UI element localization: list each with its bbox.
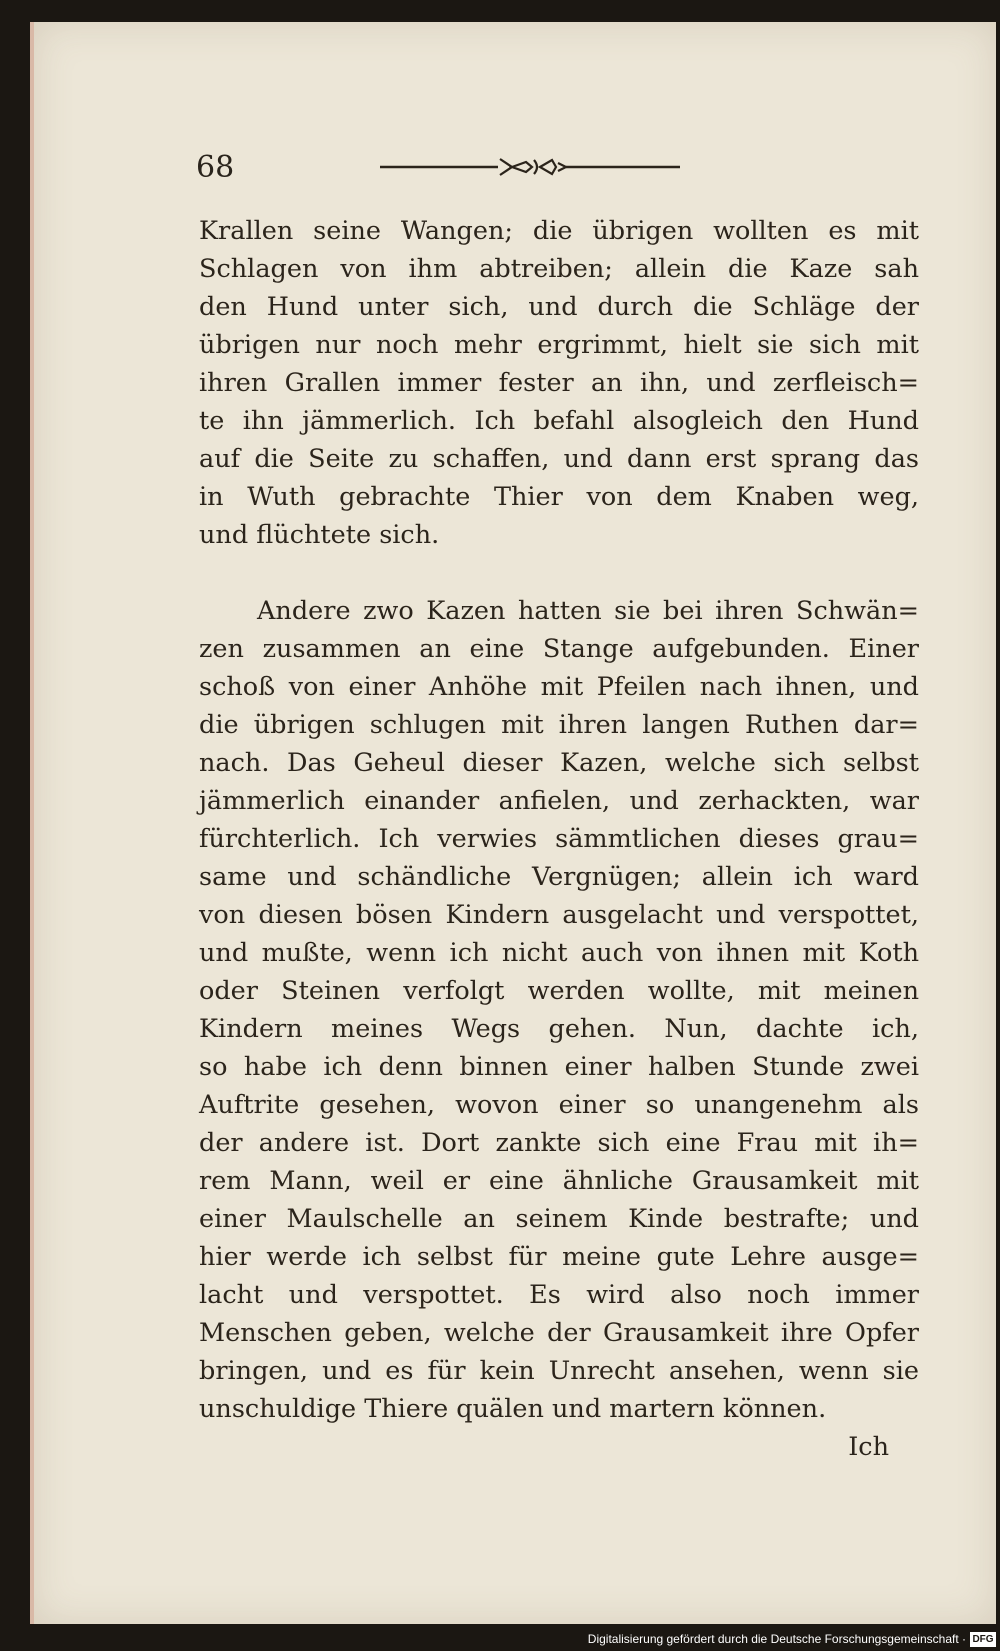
- page-number: 68: [196, 150, 235, 185]
- text-line: die übrigen schlugen mit ihren langen Ruthen dar=: [199, 710, 919, 740]
- text-line: bringen, und es für kein Unrecht ansehen, wenn sie: [199, 1356, 919, 1386]
- text-line: so habe ich denn binnen einer halben Stunde zwei: [199, 1052, 919, 1082]
- text-line: Kindern meines Wegs gehen. Nun, dachte ich,: [199, 1014, 919, 1044]
- text-line: fürchterlich. Ich verwies sämmtlichen dieses grau=: [199, 824, 919, 854]
- text-line: übrigen nur noch mehr ergrimmt, hielt sie sich mit: [199, 330, 919, 360]
- text-line: auf die Seite zu schaffen, und dann erst sprang das: [199, 444, 919, 474]
- text-line: same und schändliche Vergnügen; allein ich ward: [199, 862, 919, 892]
- paragraph-gap: [199, 554, 919, 592]
- paragraph-2: [199, 592, 919, 1428]
- text-line: Schlagen von ihm abtreiben; allein die Kaze sah: [199, 254, 919, 284]
- text-line: Krallen seine Wangen; die übrigen wollten es mit: [199, 216, 919, 246]
- paragraph-1: [199, 212, 919, 554]
- text-line: schoß von einer Anhöhe mit Pfeilen nach ihnen, und: [199, 672, 919, 702]
- text-line: den Hund unter sich, und durch die Schläge der: [199, 292, 919, 322]
- text-line: rem Mann, weil er eine ähnliche Grausamkeit mit: [199, 1166, 919, 1196]
- text-line: oder Steinen verfolgt werden wollte, mit meinen: [199, 976, 919, 1006]
- text-line: von diesen bösen Kindern ausgelacht und verspottet,: [199, 900, 919, 930]
- funding-notice: Digitalisierung gefördert durch die Deutsche Forschungsgemeinschaft ·: [587, 1632, 966, 1646]
- text-line: zen zusammen an eine Stange aufgebunden. Einer: [199, 634, 919, 664]
- text-line: und flüchtete sich.: [199, 520, 440, 550]
- text-line: in Wuth gebrachte Thier von dem Knaben weg,: [199, 482, 919, 512]
- text-line: lacht und verspottet. Es wird also noch immer: [199, 1280, 919, 1310]
- catchword: Ich: [848, 1432, 889, 1462]
- text-line: einer Maulschelle an seinem Kinde bestrafte; und: [199, 1204, 919, 1234]
- text-line: der andere ist. Dort zankte sich eine Frau mit ih=: [199, 1128, 919, 1158]
- text-line: ihren Grallen immer fester an ihn, und zerfleisch=: [199, 368, 919, 398]
- text-line: Auftrite gesehen, wovon einer so unangenehm als: [199, 1090, 919, 1120]
- text-line: hier werde ich selbst für meine gute Lehre ausge=: [199, 1242, 919, 1272]
- ornament-divider-icon: [380, 154, 680, 180]
- book-page: [30, 22, 996, 1624]
- footer-bar: [0, 1624, 1000, 1651]
- main-text: [199, 212, 919, 1466]
- text-line: Menschen geben, welche der Grausamkeit ihre Opfer: [199, 1318, 919, 1348]
- dfg-logo-icon: DFG: [970, 1632, 996, 1647]
- text-line: Andere zwo Kazen hatten sie bei ihren Schwän=: [257, 596, 919, 626]
- text-line: jämmerlich einander anfielen, und zerhackten, war: [199, 786, 919, 816]
- text-line: nach. Das Geheul dieser Kazen, welche sich selbst: [199, 748, 919, 778]
- text-line: unschuldige Thiere quälen und martern können.: [199, 1394, 827, 1424]
- text-line: te ihn jämmerlich. Ich befahl alsogleich den Hund: [199, 406, 919, 436]
- text-line: und mußte, wenn ich nicht auch von ihnen mit Koth: [199, 938, 919, 968]
